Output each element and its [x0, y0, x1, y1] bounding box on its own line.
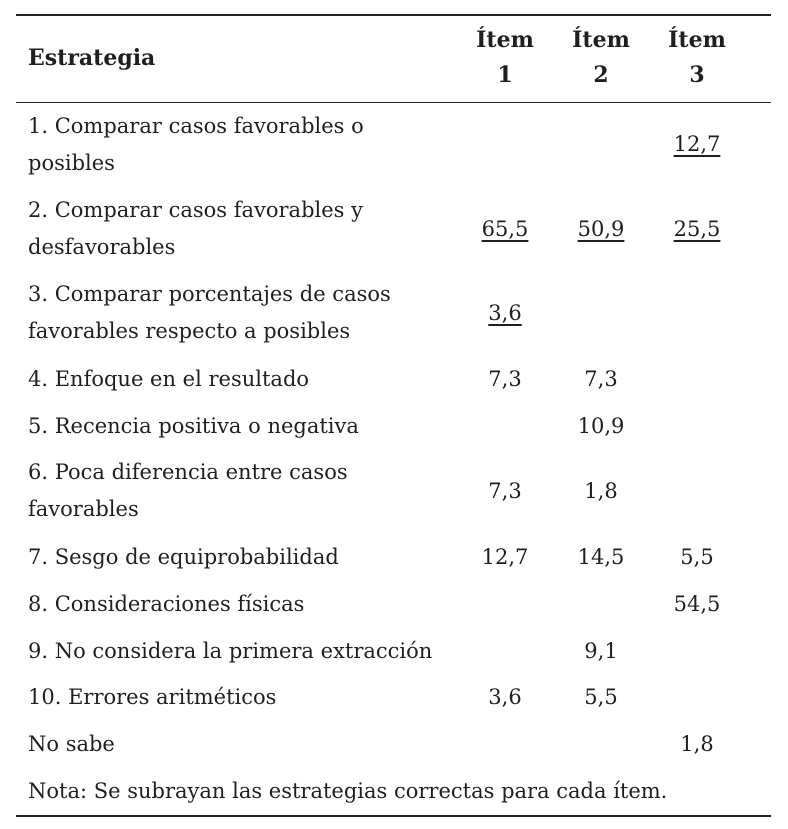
- cell-item-1: 65,5: [481, 217, 529, 241]
- row-label-line2: favorables: [28, 497, 139, 521]
- header-item-3-word: Ítem: [668, 27, 726, 53]
- row-label-line2: posibles: [28, 151, 115, 175]
- header-bottom-rule: [16, 102, 771, 103]
- cell-item-3: 25,5: [673, 217, 721, 241]
- row-label: 8. Consideraciones físicas: [28, 592, 305, 616]
- cell-item-2: 14,5: [577, 545, 625, 569]
- table-top-rule: [16, 14, 771, 16]
- header-strategy: Estrategia: [28, 45, 156, 71]
- row-label-line1: 1. Comparar casos favorables o: [28, 114, 364, 138]
- row-label-line2: favorables respecto a posibles: [28, 319, 351, 343]
- cell-item-1: 3,6: [488, 685, 522, 709]
- header-item-1-word: Ítem: [476, 27, 534, 53]
- row-label: 7. Sesgo de equiprobabilidad: [28, 545, 339, 569]
- cell-item-1: 7,3: [488, 479, 522, 503]
- header-item-3: [657, 23, 737, 93]
- row-label: No sabe: [28, 732, 115, 756]
- row-label-line1: 2. Comparar casos favorables y: [28, 198, 363, 222]
- header-item-2-word: Ítem: [572, 27, 630, 53]
- header-item-2-number: 2: [593, 62, 609, 88]
- row-label: 4. Enfoque en el resultado: [28, 367, 310, 391]
- row-label-line1: 6. Poca diferencia entre casos: [28, 460, 348, 484]
- cell-item-1: 3,6: [488, 301, 522, 325]
- table-note: Nota: Se subrayan las estrategias correctas para cada ítem.: [28, 779, 668, 803]
- cell-item-2: 7,3: [584, 367, 618, 391]
- cell-item-3: 54,5: [673, 592, 721, 616]
- header-item-1-number: 1: [497, 62, 513, 88]
- cell-item-3: 5,5: [680, 545, 714, 569]
- table-bottom-rule: [16, 815, 771, 817]
- header-item-3-number: 3: [689, 62, 705, 88]
- cell-item-2: 5,5: [584, 685, 618, 709]
- cell-item-3: 12,7: [673, 132, 721, 156]
- cell-item-1: 7,3: [488, 367, 522, 391]
- cell-item-3: 1,8: [680, 732, 714, 756]
- row-label: 10. Errores aritméticos: [28, 685, 277, 709]
- cell-item-2: 50,9: [577, 217, 625, 241]
- header-item-1: [465, 23, 545, 93]
- cell-item-2: 9,1: [584, 639, 618, 663]
- row-label-line1: 3. Comparar porcentajes de casos: [28, 282, 391, 306]
- cell-item-2: 1,8: [584, 479, 618, 503]
- cell-item-1: 12,7: [481, 545, 529, 569]
- row-label: 9. No considera la primera extracción: [28, 639, 433, 663]
- row-label-line2: desfavorables: [28, 235, 176, 259]
- cell-item-2: 10,9: [577, 414, 625, 438]
- header-item-2: [561, 23, 641, 93]
- row-label: 5. Recencia positiva o negativa: [28, 414, 359, 438]
